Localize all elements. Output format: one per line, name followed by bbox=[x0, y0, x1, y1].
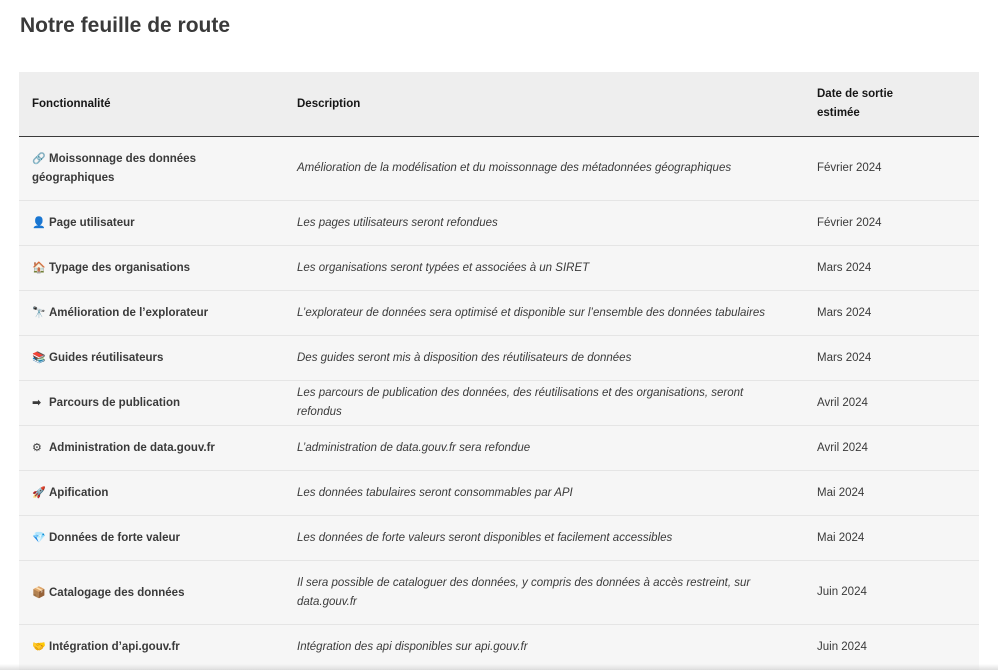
feature-name: Parcours de publication bbox=[49, 397, 180, 409]
feature-cell bbox=[19, 381, 284, 426]
date-cell: Juin 2024 bbox=[804, 561, 979, 625]
table-row bbox=[19, 246, 979, 291]
description-cell: Les parcours de publication des données, des réutilisations et des organisations, seront refondus bbox=[284, 381, 804, 426]
scroll-fade-shadow bbox=[0, 664, 998, 670]
date-cell: Avril 2024 bbox=[804, 426, 979, 471]
date-cell: Février 2024 bbox=[804, 137, 979, 201]
date-cell: Mars 2024 bbox=[804, 246, 979, 291]
description-cell: Amélioration de la modélisation et du moissonnage des métadonnées géographiques bbox=[284, 137, 804, 201]
feature-cell bbox=[19, 561, 284, 625]
feature-name: Guides réutilisateurs bbox=[49, 352, 164, 364]
table-row bbox=[19, 336, 979, 381]
package-icon: 📦 bbox=[32, 585, 46, 599]
description-cell: Les organisations seront typées et associées à un SIRET bbox=[284, 246, 804, 291]
description-cell: Intégration des api disponibles sur api.gouv.fr bbox=[284, 625, 804, 670]
table-header-row bbox=[19, 72, 979, 137]
table-row bbox=[19, 625, 979, 670]
table-row bbox=[19, 471, 979, 516]
description-cell: Il sera possible de cataloguer des données, y compris des données à accès restreint, sur data.gouv.fr bbox=[284, 561, 804, 625]
description-cell: Des guides seront mis à disposition des réutilisateurs de données bbox=[284, 336, 804, 381]
feature-cell bbox=[19, 516, 284, 561]
date-cell: Mars 2024 bbox=[804, 291, 979, 336]
rocket-icon: 🚀 bbox=[32, 486, 46, 499]
date-cell: Avril 2024 bbox=[804, 381, 979, 426]
link-icon: 🔗 bbox=[32, 152, 46, 165]
date-cell: Mai 2024 bbox=[804, 516, 979, 561]
table-row bbox=[19, 426, 979, 471]
feature-cell bbox=[19, 426, 284, 471]
telescope-icon: 🔭 bbox=[32, 306, 46, 319]
feature-name: Administration de data.gouv.fr bbox=[49, 442, 215, 454]
date-cell: Juin 2024 bbox=[804, 625, 979, 670]
feature-cell bbox=[19, 336, 284, 381]
handshake-icon: 🤝 bbox=[32, 640, 46, 653]
feature-name: Typage des organisations bbox=[49, 262, 191, 274]
description-cell: Les données de forte valeurs seront disponibles et facilement accessibles bbox=[284, 516, 804, 561]
table-row bbox=[19, 381, 979, 426]
table-body bbox=[19, 137, 979, 670]
gear-icon: ⚙ bbox=[32, 441, 42, 454]
feature-name: Page utilisateur bbox=[49, 217, 135, 229]
table-row bbox=[19, 561, 979, 625]
roadmap-table bbox=[19, 72, 979, 670]
feature-cell bbox=[19, 625, 284, 670]
table-header bbox=[19, 72, 979, 137]
feature-name: Données de forte valeur bbox=[49, 532, 181, 544]
date-cell: Mai 2024 bbox=[804, 471, 979, 516]
user-icon: 👤 bbox=[32, 216, 46, 229]
feature-name: Amélioration de l’explorateur bbox=[49, 307, 209, 319]
table-row bbox=[19, 201, 979, 246]
feature-name: Catalogage des données bbox=[49, 586, 185, 599]
feature-cell bbox=[19, 137, 284, 201]
date-cell: Mars 2024 bbox=[804, 336, 979, 381]
table-row bbox=[19, 291, 979, 336]
feature-name: Moissonnage des données géographiques bbox=[32, 153, 196, 184]
feature-cell bbox=[19, 471, 284, 516]
table-row bbox=[19, 516, 979, 561]
books-icon: 📚 bbox=[32, 351, 46, 364]
feature-cell bbox=[19, 291, 284, 336]
house-icon: 🏠 bbox=[32, 261, 46, 274]
feature-cell bbox=[19, 201, 284, 246]
description-cell: Les pages utilisateurs seront refondues bbox=[284, 201, 804, 246]
column-header-feature: Fonctionnalité bbox=[19, 72, 284, 137]
description-cell: L’explorateur de données sera optimisé et disponible sur l’ensemble des données tabulaires bbox=[284, 291, 804, 336]
page-title: Notre feuille de route bbox=[20, 14, 231, 37]
column-header-date bbox=[804, 72, 979, 137]
table-row bbox=[19, 137, 979, 201]
feature-name: Intégration d’api.gouv.fr bbox=[49, 641, 180, 653]
description-cell: L’administration de data.gouv.fr sera refondue bbox=[284, 426, 804, 471]
arrow-right-icon: ➡ bbox=[32, 396, 42, 409]
column-header-date-label: Date de sortie estimée bbox=[817, 88, 894, 119]
date-cell: Février 2024 bbox=[804, 201, 979, 246]
gem-icon: 💎 bbox=[32, 531, 46, 544]
description-cell: Les données tabulaires seront consommables par API bbox=[284, 471, 804, 516]
feature-name: Apification bbox=[49, 487, 109, 499]
feature-cell bbox=[19, 246, 284, 291]
column-header-description: Description bbox=[284, 72, 804, 137]
